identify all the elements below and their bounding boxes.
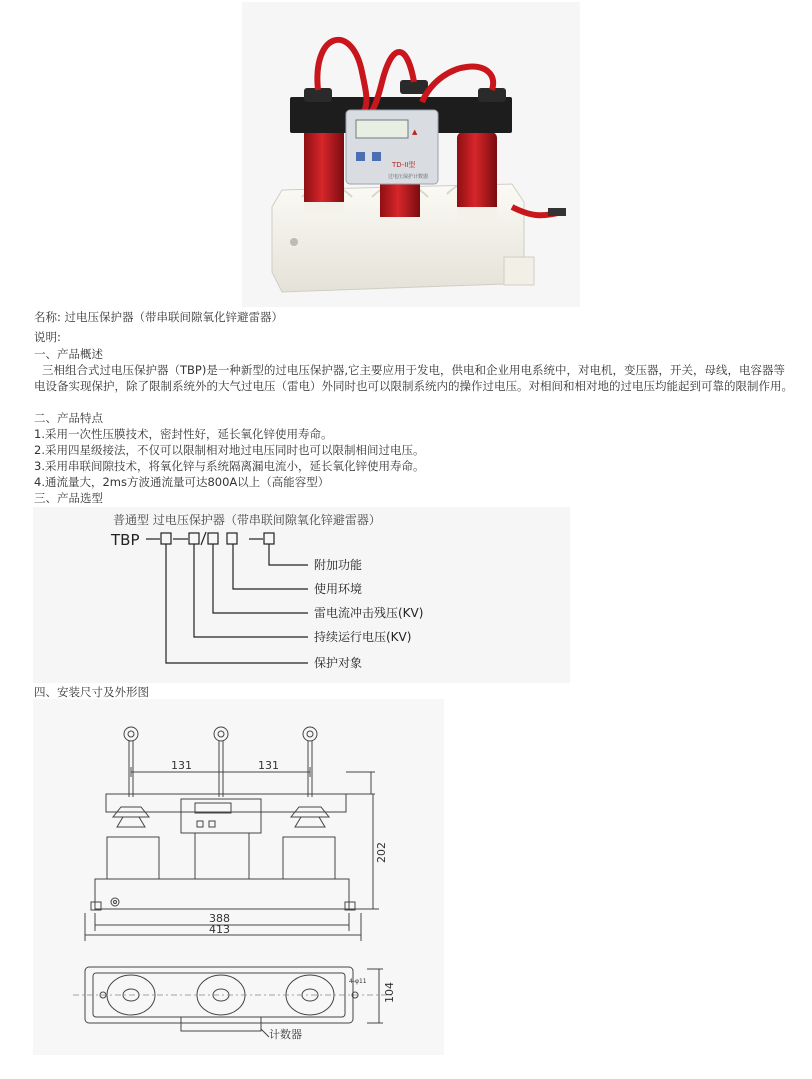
section-overview-title: 一、产品概述 (34, 347, 103, 361)
dim-spacing-left: 131 (171, 759, 192, 772)
dim-inner-width: 388 (209, 912, 230, 925)
dim-spacing-right: 131 (258, 759, 279, 772)
section-features-title: 二、产品特点 (34, 411, 103, 425)
selection-diagram (33, 507, 570, 683)
code-prefix: TBP (111, 531, 140, 549)
feature-item: 4.通流量大，2ms方波通流量可达800A以上（高能容型） (34, 475, 330, 489)
selection-label-environment: 使用环境 (314, 582, 363, 596)
product-name: 名称: 过电压保护器（带串联间隙氧化锌避雷器） (34, 310, 284, 324)
dim-outer-width: 413 (209, 923, 230, 936)
product-photo (242, 2, 580, 307)
section-overview-body: 三相组合式过电压保护器（TBP)是一种新型的过电压保护器,它主要应用于发电，供电和企业用电系统中，对电机，变压器，开关，母线，电容器等电设备实现保护，除了限制系统外的大气过电压（雷电）外同时也可以限制系统内的操作过电压。对相间和相对地的过电压均能起到可靠的限制作用。 (34, 363, 793, 393)
dimension-drawing (33, 699, 444, 1055)
dim-hole: 4-φ11 (349, 978, 367, 985)
selection-label-extra-function: 附加功能 (314, 558, 363, 572)
section-dimensions-title: 四、安装尺寸及外形图 (34, 685, 149, 699)
selection-label-operating-voltage: 持续运行电压(KV) (314, 630, 412, 644)
feature-item: 3.采用串联间隙技术，将氧化锌与系统隔离漏电流小，延长氧化锌使用寿命。 (34, 459, 425, 473)
selection-label-residual-voltage: 雷电流冲击残压(KV) (314, 606, 424, 620)
meter-caption-text: 过电压保护计数器 (388, 174, 429, 180)
description-label: 说明: (34, 330, 61, 344)
selection-heading: 普通型 过电压保护器（带串联间隙氧化锌避雷器） (113, 513, 381, 527)
svg-text:▲: ▲ (412, 128, 418, 136)
counter-label: 计数器 (269, 1028, 302, 1041)
meter-brand-text: TD-II型 (392, 161, 416, 169)
dim-depth: 104 (383, 982, 396, 1003)
selection-label-protected-object: 保护对象 (314, 656, 363, 670)
section-selection-title: 三、产品选型 (34, 491, 103, 505)
feature-item: 2.采用四星级接法，不仅可以限制相对地过电压同时也可以限制相间过电压。 (34, 443, 425, 457)
feature-item: 1.采用一次性压膜技术，密封性好，延长氧化锌使用寿命。 (34, 427, 333, 441)
dim-height: 202 (375, 842, 388, 863)
